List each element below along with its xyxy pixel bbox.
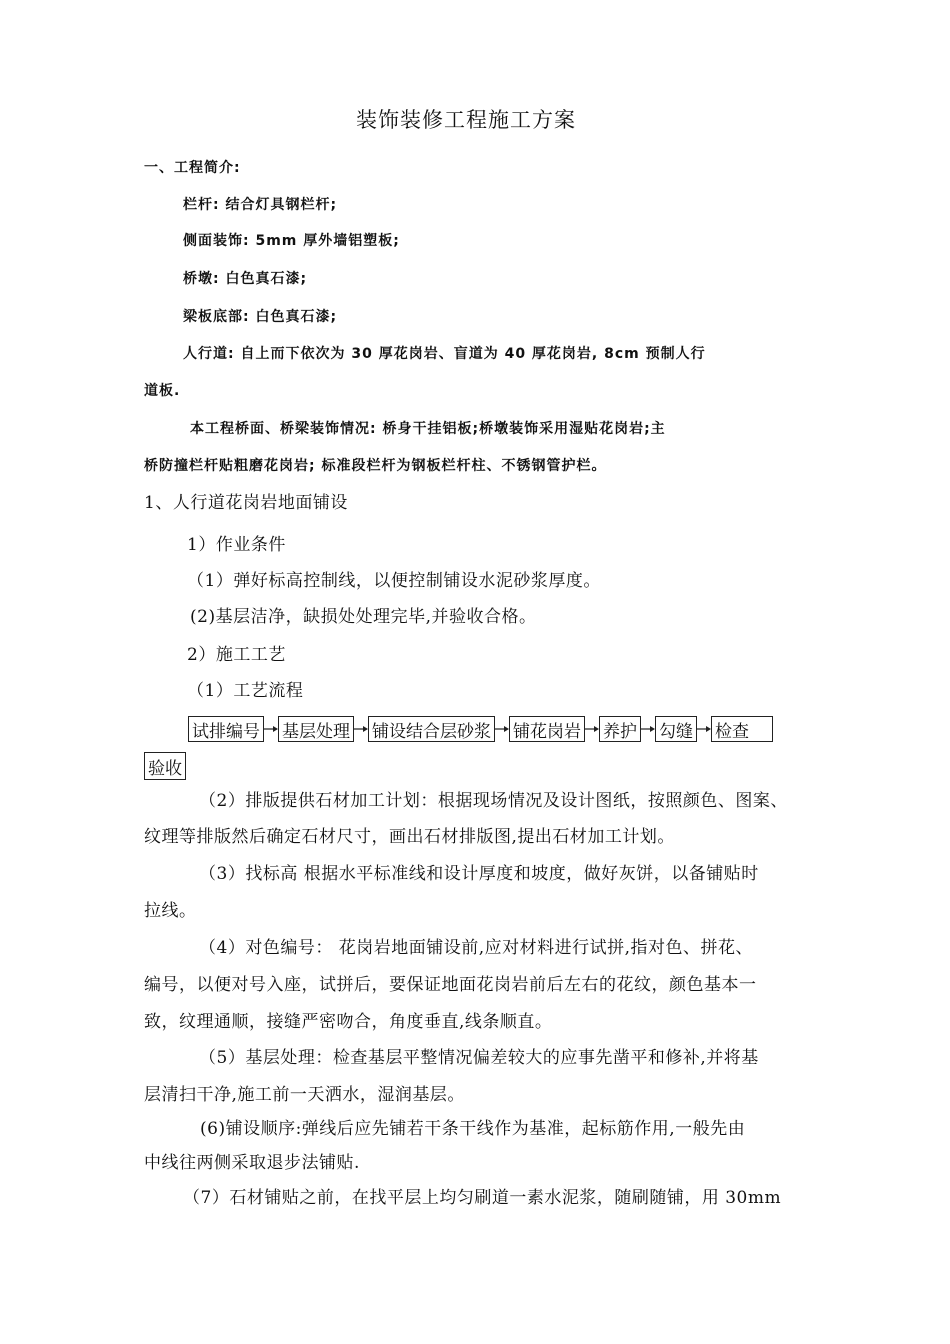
- intro-summary-line2: 桥防撞栏杆贴粗磨花岗岩; 标准段栏杆为钢板栏杆柱、不锈钢管护栏。: [144, 458, 607, 474]
- flow-step-box: 试排编号: [188, 716, 264, 742]
- paragraph-6-line1: (6)铺设顺序:弹线后应先铺若干条干线作为基准，起标筋作用,一般先由: [200, 1119, 746, 1139]
- paragraph-4-line3: 致，纹理通顺，接缝严密吻合，角度垂直,线条顺直。: [144, 1012, 553, 1032]
- flow-step-box: 检查: [711, 716, 773, 742]
- intro-item-sidewalk: 人行道: 自上而下依次为 30 厚花岗岩、盲道为 40 厚花岗岩, 8cm 预制人行: [183, 346, 706, 362]
- intro-item-pier: 桥墩: 白色真石漆;: [183, 271, 308, 287]
- flow-step-box: 铺花岗岩: [509, 716, 585, 742]
- arrow-right-icon: [495, 716, 509, 742]
- paragraph-3-line1: （3）找标高 根据水平标准线和设计厚度和坡度，做好灰饼，以备铺贴时: [199, 864, 759, 884]
- intro-item-sidewalk-cont: 道板.: [144, 383, 181, 399]
- intro-item-railing: 栏杆: 结合灯具钢栏杆;: [183, 197, 338, 213]
- document-title: 装饰装修工程施工方案: [356, 108, 576, 132]
- paragraph-2-line2: 纹理等排版然后确定石材尺寸，画出石材排版图,提出石材加工计划。: [144, 827, 675, 847]
- intro-summary-line1: 本工程桥面、桥梁装饰情况: 桥身干挂铝板;桥墩装饰采用湿贴花岗岩;主: [190, 421, 666, 437]
- process-flow: [188, 715, 773, 743]
- intro-item-side-decoration: 侧面装饰: 5mm 厚外墙铝塑板;: [183, 233, 400, 249]
- intro-item-beam-bottom: 梁板底部: 白色真石漆;: [183, 309, 338, 325]
- paragraph-7-line1: （7）石材铺贴之前，在找平层上均匀刷道一素水泥浆，随刷随铺，用 30mm: [183, 1188, 782, 1208]
- paragraph-4-line2: 编号，以便对号入座，试拼后，要保证地面花岗岩前后左右的花纹，颜色基本一: [144, 975, 757, 995]
- arrow-right-icon: [264, 716, 278, 742]
- paragraph-4-line1: （4）对色编号： 花岗岩地面铺设前,应对材料进行试拼,指对色、拼花、: [199, 938, 754, 958]
- paragraph-3-line2: 拉线。: [144, 901, 197, 921]
- paragraph-5-line2: 层清扫干净,施工前一天洒水，湿润基层。: [144, 1085, 465, 1105]
- arrow-right-icon: [585, 716, 599, 742]
- arrow-right-icon: [697, 716, 711, 742]
- paragraph-6-line2: 中线往两侧采取退步法铺贴.: [144, 1153, 360, 1173]
- condition-1: （1）弹好标高控制线，以便控制铺设水泥砂浆厚度。: [187, 571, 601, 591]
- arrow-right-icon: [641, 716, 655, 742]
- paragraph-2-line1: （2）排版提供石材加工计划：根据现场情况及设计图纸，按照颜色、图案、: [199, 791, 788, 811]
- subheading-work-conditions: 1）作业条件: [187, 535, 286, 555]
- flow-step-box: 养护: [599, 716, 641, 742]
- flow-step-box: 勾缝: [655, 716, 697, 742]
- condition-2: (2)基层洁净，缺损处处理完毕,并验收合格。: [190, 607, 537, 627]
- flow-step-box-final: 验收: [144, 752, 186, 780]
- paragraph-5-line1: （5）基层处理：检查基层平整情况偏差较大的应事先凿平和修补,并将基: [199, 1048, 759, 1068]
- arrow-right-icon: [354, 716, 368, 742]
- flow-step-box: 基层处理: [278, 716, 354, 742]
- section1-heading: 1、人行道花岗岩地面铺设: [144, 493, 348, 513]
- flow-step-box: 铺设结合层砂浆: [368, 716, 495, 742]
- subheading-process: 2）施工工艺: [187, 645, 286, 665]
- flow-heading: （1）工艺流程: [187, 681, 304, 701]
- intro-heading: 一、工程简介:: [144, 160, 241, 176]
